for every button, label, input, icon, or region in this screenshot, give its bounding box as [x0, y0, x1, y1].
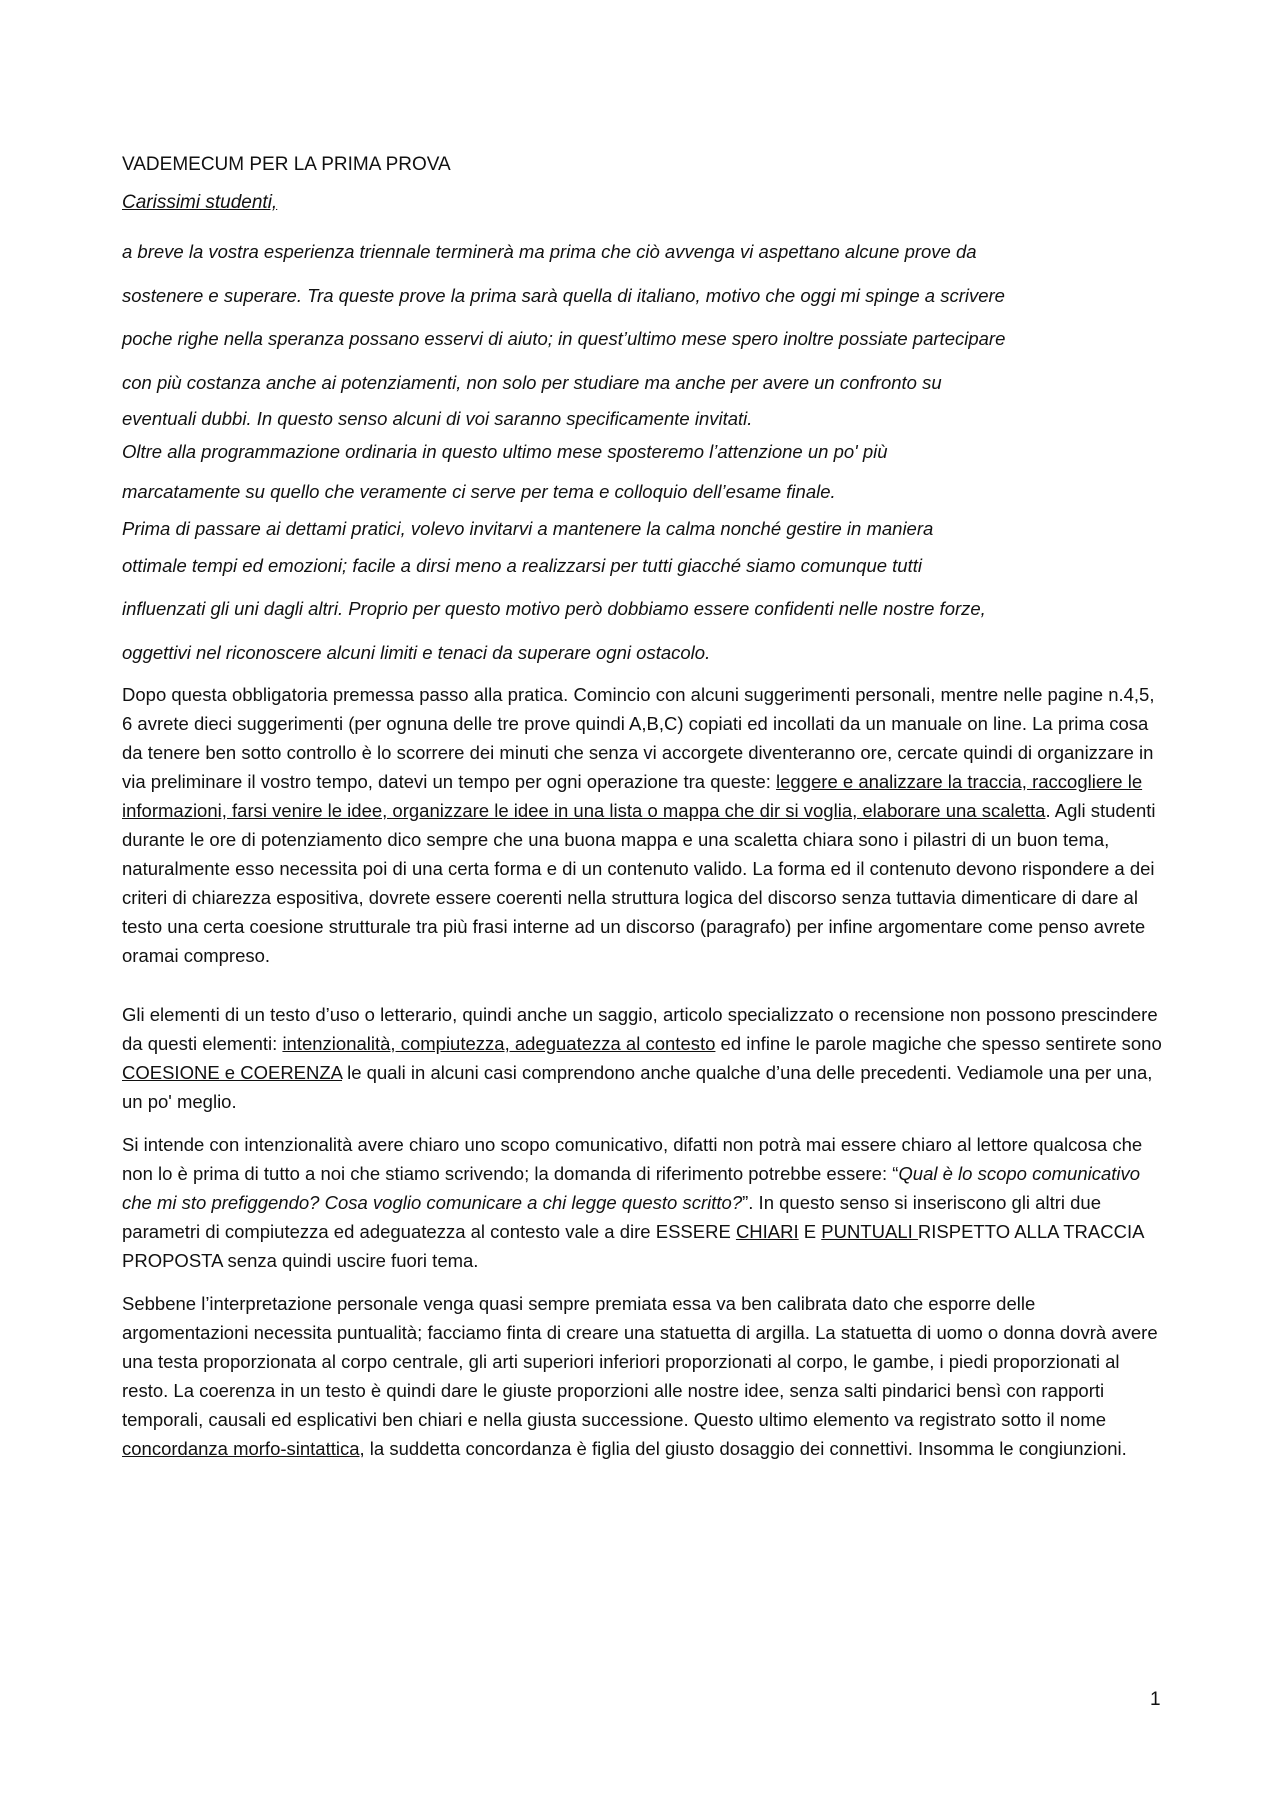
paragraph-coherence: Sebbene l’interpretazione personale venga quasi sempre premiata essa va ben calibrata dato che esporre delle argomentazioni necessita puntualità; facciamo finta di creare una statuetta di argilla. La statuetta di uomo o donna dovrà avere una testa proporzionata al corpo centrale, gli arti superiori inferiori proporzionati al corpo, le gambe, i piedi proporzionati al resto. La coerenza in un testo è quindi dare le giuste proporzioni alle nostre idee, senza salti pindarici bensì con rapporti temporali, causali ed esplicativi ben chiari e nella giusta successione. Questo ultimo elemento va registrato sotto il nome concordanza morfo-sintattica, la suddetta concordanza è figlia del giusto dosaggio dei connettivi. Insomma le congiunzioni. — [122, 1293, 1158, 1459]
underlined-criteria: intenzionalità, compiutezza, adeguatezza al contesto — [282, 1033, 716, 1054]
underlined-concordanza: concordanza morfo-sintattica — [122, 1438, 360, 1459]
intro-line: sostenere e superare. Tra queste prove la prima sarà quella di italiano, motivo che oggi mi spinge a scrivere — [122, 284, 1005, 306]
intro-line: influenzati gli uni dagli altri. Proprio per questo motivo però dobbiamo essere confidenti nelle nostre forze, — [122, 598, 986, 619]
paragraph-practice: Dopo questa obbligatoria premessa passo alla pratica. Comincio con alcuni suggerimenti personali, mentre nelle pagine n.4,5, 6 avrete dieci suggerimenti (per ognuna delle tre prove quindi A,B,C) copiati ed incollati da un manuale on line. La prima cosa da tenere ben sotto controllo è lo scorrere dei minuti che senza vi accorgete diventeranno ore, cercate quindi di organizzare in via preliminare il vostro tempo, datevi un tempo per ogni operazione tra queste: leggere e analizzare la traccia, raccogliere le informazioni, farsi venire le idee, organizzare le idee in una lista o mappa che dir si voglia, elaborare una scaletta. Agli studenti durante le ore di potenziamento dico sempre che una buona mappa e una scaletta chiara sono i pilastri di un buon tema, naturalmente esso necessita poi di una certa forma e di un contenuto valido. La forma ed il contenuto devono rispondere a dei criteri di chiarezza espositiva, dovrete essere coerenti nella struttura logica del discorso senza tuttavia dimenticare di dare al testo una certa coesione strutturale tra più frasi interne ad un discorso (paragrafo) per infine argomentare come penso avrete oramai compreso. — [122, 684, 1156, 966]
greeting: Carissimi studenti, — [122, 192, 278, 213]
intro-line: oggettivi nel riconoscere alcuni limiti e tenaci da superare ogni ostacolo. — [122, 641, 711, 663]
underlined-coesione-coerenza: COESIONE e COERENZA — [122, 1062, 342, 1083]
page-number: 1 — [1150, 1689, 1161, 1710]
intro-line: ottimale tempi ed emozioni; facile a dirsi meno a realizzarsi per tutti giacché siamo comunque tutti — [122, 554, 922, 576]
intro-line: marcatamente su quello che veramente ci serve per tema e colloquio dell’esame finale. — [122, 481, 836, 502]
underlined-puntuali: PUNTUALI — [821, 1221, 918, 1242]
document-body — [122, 152, 1162, 1477]
intro-line: eventuali dubbi. In questo senso alcuni di voi saranno specificamente invitati. — [122, 408, 753, 429]
intro-line: con più costanza anche ai potenziamenti, non solo per studiare ma anche per avere un confronto su — [122, 371, 942, 393]
paragraph-elements: Gli elementi di un testo d’uso o letterario, quindi anche un saggio, articolo specializzato o recensione non possono prescindere da questi elementi: intenzionalità, compiutezza, adeguatezza al contesto ed infine le parole magiche che spesso sentirete sono COESIONE e COERENZA le quali in alcuni casi comprendono anche qualche d’una delle precedenti. Vediamole una per una, un po' meglio. — [122, 1004, 1162, 1112]
underlined-phase-list: leggere e analizzare la traccia, raccogliere le informazioni, farsi venire le idee, organizzare le idee in una lista o mappa che dir si voglia, elaborare una scaletta — [122, 771, 1143, 821]
intro-line: poche righe nella speranza possano esservi di aiuto; in quest’ultimo mese spero inoltre possiate partecipare — [122, 328, 1006, 349]
intro-line: a breve la vostra esperienza triennale terminerà ma prima che ciò avvenga vi aspettano alcune prove da — [122, 241, 977, 262]
intro-line: Oltre alla programmazione ordinaria in questo ultimo mese sposteremo l’attenzione un po' più — [122, 441, 888, 462]
intro-line: Prima di passare ai dettami pratici, volevo invitarvi a mantenere la calma nonché gestire in maniera — [122, 517, 934, 539]
main-text — [122, 680, 1162, 1463]
italic-question: Qual è lo scopo comunicativo che mi sto prefiggendo? Cosa voglio comunicare a chi legge questo scritto? — [122, 1163, 1141, 1213]
paragraph-intentionality: Si intende con intenzionalità avere chiaro uno scopo comunicativo, difatti non potrà mai essere chiaro al lettore qualcosa che non lo è prima di tutto a noi che stiamo scrivendo; la domanda di riferimento potrebbe essere: “Qual è lo scopo comunicativo che mi sto prefiggendo? Cosa voglio comunicare a chi legge questo scritto?”. In questo senso si inseriscono gli altri due parametri di compiutezza ed adeguatezza al contesto vale a dire ESSERE CHIARI E PUNTUALI RISPETTO ALLA TRACCIA PROPOSTA senza quindi uscire fuori tema. — [122, 1134, 1144, 1271]
intro-letter — [122, 230, 1162, 674]
document-title: VADEMECUM PER LA PRIMA PROVA — [122, 154, 451, 175]
underlined-chiari: CHIARI — [735, 1221, 799, 1242]
